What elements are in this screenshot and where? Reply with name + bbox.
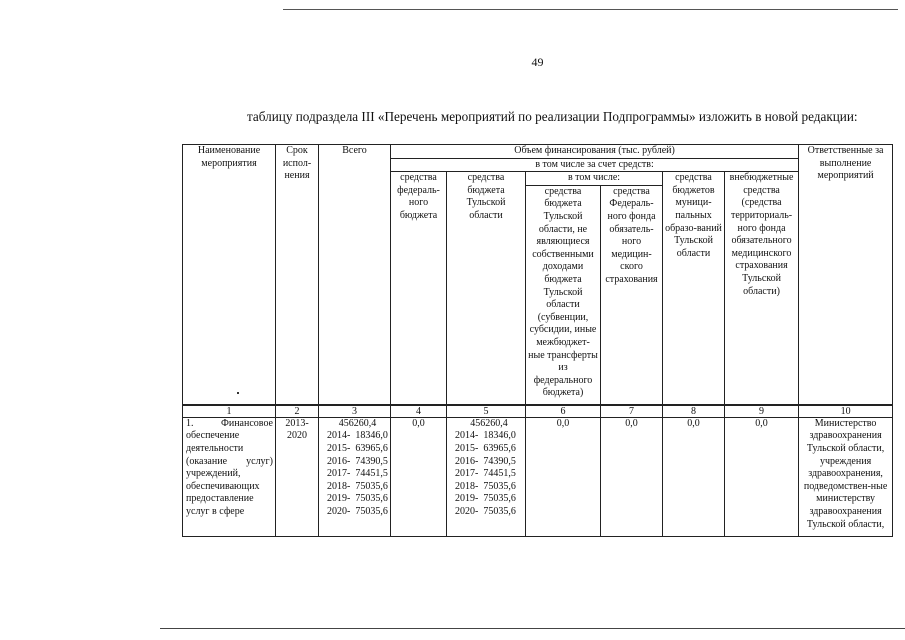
- regional-cell: [447, 417, 526, 536]
- header-regional: средства бюджета Тульской области: [447, 172, 526, 405]
- col-num-7: 7: [601, 405, 663, 418]
- header-name: Наименование мероприятия: [183, 145, 276, 405]
- column-number-row: [183, 405, 893, 418]
- header-federal: средства федераль-ного бюджета: [391, 172, 447, 405]
- header-total: Всего: [319, 145, 391, 405]
- col-num-3: 3: [319, 405, 391, 418]
- top-rule: [283, 9, 898, 10]
- section-heading: таблицу подраздела III «Перечень мероприятий по реализации Подпрограммы» изложить в новой редакции:: [247, 109, 858, 124]
- col-num-2: 2: [276, 405, 319, 418]
- responsible-value: Министерство здравоохранения Тульской области, учреждения здравоохранения, подведомствен-ные министерству здравоохранения Тульской области,: [799, 417, 893, 536]
- regional-sum: 456260,4: [470, 417, 508, 429]
- col-num-9: 9: [725, 405, 799, 418]
- header-row-1: [183, 145, 893, 159]
- measure-name: 1. Финансовое обеспечение деятельности (оказание услуг) учреждений, обеспечивающих предоставление услуг в сфере: [183, 417, 276, 536]
- header-term: Срок испол-нения: [276, 145, 319, 405]
- col-num-8: 8: [663, 405, 725, 418]
- total-by-year: 2014- 18346,0 2015- 63965,6 2016- 74390,5 2017- 74451,5 2018- 75035,6 2019- 75035,6 2020- 75035,6: [327, 430, 388, 517]
- fund-value: 0,0: [601, 417, 663, 536]
- col-num-5: 5: [447, 405, 526, 418]
- non-own-value: 0,0: [526, 417, 601, 536]
- header-municipal: средства бюджетов муници-пальных образо-ваний Тульской области: [663, 172, 725, 405]
- col-num-1: 1: [183, 405, 276, 418]
- measures-table: [182, 144, 893, 537]
- table-row: [183, 417, 893, 536]
- federal-value: 0,0: [391, 417, 447, 536]
- page-number: 49: [531, 55, 544, 69]
- header-responsible: Ответственные за выполнение мероприятий: [799, 145, 893, 405]
- header-non-own: средства бюджета Тульской области, не являющиеся собственными доходами бюджета Тульской области (субвенции, субсидии, иные межбюджет-ные трансферты из федерального бюджета): [526, 185, 601, 405]
- header-volume: Объем финансирования (тыс. рублей): [391, 145, 799, 159]
- measure-term: 2013-2020: [276, 417, 319, 536]
- extra-value: 0,0: [725, 417, 799, 536]
- regional-by-year: 2014- 18346,0 2015- 63965,6 2016- 74390,5 2017- 74451,5 2018- 75035,6 2019- 75035,6 2020- 75035,6: [455, 430, 516, 517]
- col-num-4: 4: [391, 405, 447, 418]
- total-cell: [319, 417, 391, 536]
- header-in-that: в том числе:: [526, 172, 663, 186]
- header-extra: внебюджетные средства (средства территориаль-ного фонда обязательного медицинского страхования Тульской области): [725, 172, 799, 405]
- col-num-6: 6: [526, 405, 601, 418]
- col-num-10: 10: [799, 405, 893, 418]
- scan-speck: [237, 392, 239, 394]
- municipal-value: 0,0: [663, 417, 725, 536]
- bottom-rule: [160, 628, 905, 629]
- header-including: в том числе за счет средств:: [391, 158, 799, 172]
- header-fund: средства Федераль-ного фонда обязатель-ного медицин-ского страхования: [601, 185, 663, 405]
- total-sum: 456260,4: [338, 417, 377, 429]
